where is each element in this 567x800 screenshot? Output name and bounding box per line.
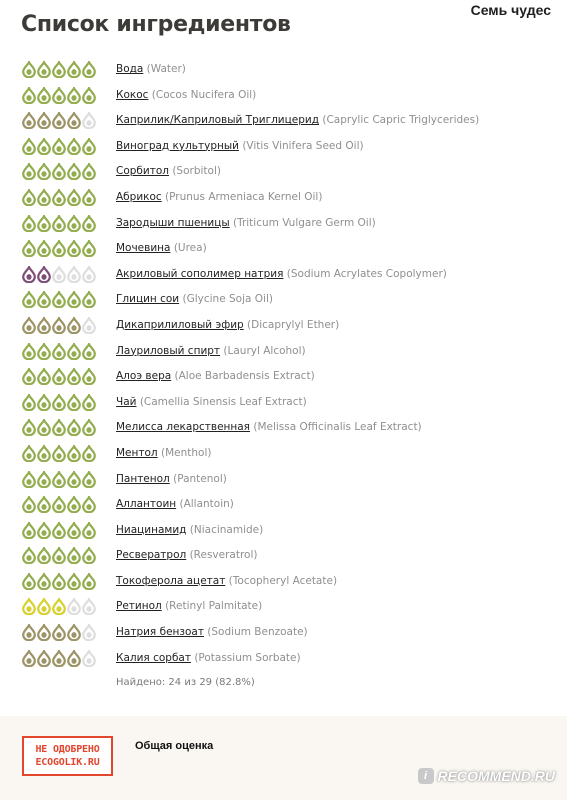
rating-drop-filled-icon bbox=[22, 368, 36, 385]
rating-drop-filled-icon bbox=[22, 522, 36, 539]
ingredient-row bbox=[0, 365, 567, 391]
rating-drop-filled-icon bbox=[67, 317, 81, 334]
ingredient-rating bbox=[22, 445, 96, 463]
rating-drop-filled-icon bbox=[22, 394, 36, 411]
rating-drop-filled-icon bbox=[22, 87, 36, 104]
ingredient-latin-name: (Triticum Vulgare Germ Oil) bbox=[232, 216, 376, 229]
ingredient-rating bbox=[22, 573, 96, 591]
ingredient-name bbox=[116, 575, 337, 587]
rating-drop-filled-icon bbox=[22, 445, 36, 462]
ingredient-rating bbox=[22, 87, 96, 105]
stamp-line-2: ECOGOLIK.RU bbox=[35, 757, 100, 768]
rating-drop-empty-icon bbox=[82, 317, 96, 334]
rating-drop-filled-icon bbox=[37, 317, 51, 334]
rating-drop-filled-icon bbox=[37, 598, 51, 615]
ingredient-link[interactable]: Калия сорбат bbox=[116, 651, 191, 664]
rating-drop-filled-icon bbox=[37, 215, 51, 232]
ingredient-link[interactable]: Чай bbox=[116, 395, 137, 408]
rating-drop-empty-icon bbox=[82, 266, 96, 283]
rating-drop-filled-icon bbox=[37, 419, 51, 436]
ingredient-row bbox=[0, 621, 567, 647]
ingredient-row bbox=[0, 391, 567, 417]
rating-drop-filled-icon bbox=[52, 394, 66, 411]
rating-drop-filled-icon bbox=[37, 189, 51, 206]
ingredient-rating bbox=[22, 522, 96, 540]
rating-drop-filled-icon bbox=[37, 343, 51, 360]
rating-drop-filled-icon bbox=[67, 163, 81, 180]
ingredient-row bbox=[0, 237, 567, 263]
rating-drop-filled-icon bbox=[37, 573, 51, 590]
ingredient-rating bbox=[22, 419, 96, 437]
rating-drop-filled-icon bbox=[67, 650, 81, 667]
ingredient-rating bbox=[22, 189, 96, 207]
ingredient-name bbox=[116, 626, 308, 638]
rating-drop-filled-icon bbox=[82, 138, 96, 155]
rating-drop-filled-icon bbox=[52, 291, 66, 308]
rating-drop-filled-icon bbox=[52, 317, 66, 334]
ingredient-latin-name: (Lauryl Alcohol) bbox=[223, 344, 306, 357]
ingredient-link[interactable]: Глицин сои bbox=[116, 293, 180, 306]
ingredient-rating bbox=[22, 394, 96, 412]
rating-drop-filled-icon bbox=[37, 394, 51, 411]
rating-drop-filled-icon bbox=[52, 368, 66, 385]
ingredient-name bbox=[116, 370, 315, 382]
rating-drop-filled-icon bbox=[37, 112, 51, 129]
rating-drop-filled-icon bbox=[37, 445, 51, 462]
ingredient-latin-name: (Caprylic Capric Triglycerides) bbox=[322, 114, 480, 127]
ingredient-rating bbox=[22, 112, 96, 130]
ingredient-row bbox=[0, 263, 567, 289]
rating-drop-filled-icon bbox=[67, 547, 81, 564]
rating-drop-empty-icon bbox=[67, 598, 81, 615]
ingredient-rating bbox=[22, 61, 96, 79]
ingredient-list bbox=[0, 58, 567, 672]
ingredient-link[interactable]: Вода bbox=[116, 63, 144, 75]
ingredient-row bbox=[0, 570, 567, 596]
ingredient-row bbox=[0, 288, 567, 314]
rating-drop-filled-icon bbox=[52, 650, 66, 667]
rating-drop-filled-icon bbox=[52, 522, 66, 539]
rating-drop-filled-icon bbox=[82, 547, 96, 564]
rating-drop-empty-icon bbox=[82, 598, 96, 615]
rating-drop-filled-icon bbox=[67, 624, 81, 641]
ingredient-name bbox=[116, 652, 301, 664]
rating-drop-filled-icon bbox=[37, 138, 51, 155]
rating-drop-filled-icon bbox=[82, 419, 96, 436]
rating-drop-filled-icon bbox=[37, 87, 51, 104]
ingredient-link[interactable]: Ментол bbox=[116, 446, 158, 459]
rating-drop-filled-icon bbox=[67, 368, 81, 385]
watermark bbox=[418, 768, 555, 784]
ingredient-latin-name: (Melissa Officinalis Leaf Extract) bbox=[253, 421, 422, 434]
rating-drop-filled-icon bbox=[22, 240, 36, 257]
ingredient-rating bbox=[22, 547, 96, 565]
ingredient-name bbox=[116, 242, 207, 254]
watermark-text: RECOMMEND.RU bbox=[437, 768, 555, 784]
ingredient-rating bbox=[22, 598, 96, 616]
ingredient-latin-name: (Prunus Armeniaca Kernel Oil) bbox=[165, 190, 323, 203]
ingredient-link[interactable]: Дикаприлиловый эфир bbox=[116, 318, 244, 331]
ingredient-row bbox=[0, 135, 567, 161]
ingredient-link[interactable]: Сорбитол bbox=[116, 165, 169, 178]
ingredient-link[interactable]: Пантенол bbox=[116, 472, 170, 485]
rating-drop-filled-icon bbox=[52, 343, 66, 360]
ingredient-link[interactable]: Ниацинамид bbox=[116, 523, 187, 536]
rating-drop-filled-icon bbox=[67, 189, 81, 206]
rating-drop-filled-icon bbox=[52, 61, 66, 78]
rating-drop-filled-icon bbox=[22, 547, 36, 564]
ingredient-name bbox=[116, 89, 256, 101]
ingredient-latin-name: (Tocopheryl Acetate) bbox=[228, 574, 338, 587]
ingredient-latin-name: (Cocos Nucifera Oil) bbox=[151, 88, 257, 101]
rating-drop-filled-icon bbox=[22, 624, 36, 641]
rating-drop-filled-icon bbox=[52, 445, 66, 462]
ingredient-rating bbox=[22, 163, 96, 181]
stamp-line-1: НЕ ОДОБРЕНО bbox=[35, 744, 100, 755]
rating-drop-filled-icon bbox=[52, 496, 66, 513]
rating-drop-filled-icon bbox=[67, 240, 81, 257]
rating-drop-filled-icon bbox=[52, 547, 66, 564]
rating-drop-filled-icon bbox=[82, 471, 96, 488]
rating-drop-filled-icon bbox=[22, 61, 36, 78]
ingredient-link[interactable]: Акриловый сополимер натрия bbox=[116, 267, 284, 280]
ingredient-rating bbox=[22, 138, 96, 156]
rating-drop-filled-icon bbox=[52, 419, 66, 436]
rating-drop-filled-icon bbox=[67, 394, 81, 411]
ingredient-row bbox=[0, 493, 567, 519]
rating-drop-filled-icon bbox=[82, 496, 96, 513]
rating-drop-filled-icon bbox=[22, 419, 36, 436]
ingredient-latin-name: (Niacinamide) bbox=[189, 523, 264, 536]
ingredient-link[interactable]: Ретинол bbox=[116, 600, 162, 613]
rating-drop-filled-icon bbox=[52, 138, 66, 155]
ingredient-rating bbox=[22, 471, 96, 489]
rating-drop-filled-icon bbox=[82, 291, 96, 308]
ingredient-name bbox=[116, 600, 262, 612]
brand-name: Семь чудес bbox=[470, 2, 551, 18]
rating-drop-filled-icon bbox=[82, 215, 96, 232]
rating-drop-filled-icon bbox=[22, 112, 36, 129]
ingredient-row bbox=[0, 595, 567, 621]
ingredient-latin-name: (Vitis Vinifera Seed Oil) bbox=[242, 139, 364, 152]
rating-drop-filled-icon bbox=[37, 471, 51, 488]
ingredient-rating bbox=[22, 368, 96, 386]
rating-drop-filled-icon bbox=[22, 471, 36, 488]
ingredient-latin-name: (Dicaprylyl Ether) bbox=[247, 318, 340, 331]
rating-drop-filled-icon bbox=[52, 87, 66, 104]
rating-drop-filled-icon bbox=[82, 445, 96, 462]
ingredient-row bbox=[0, 544, 567, 570]
ingredient-link[interactable]: Ресвератрол bbox=[116, 549, 187, 562]
ingredient-rating bbox=[22, 291, 96, 309]
rating-drop-filled-icon bbox=[67, 61, 81, 78]
ingredient-latin-name: (Water) bbox=[146, 63, 186, 75]
rating-drop-filled-icon bbox=[82, 87, 96, 104]
rating-drop-filled-icon bbox=[37, 547, 51, 564]
ingredient-rating bbox=[22, 496, 96, 514]
ingredient-name bbox=[116, 524, 263, 536]
ingredient-link[interactable]: Натрия бензоат bbox=[116, 626, 204, 639]
ingredient-rating bbox=[22, 240, 96, 258]
rating-drop-filled-icon bbox=[52, 163, 66, 180]
rating-drop-filled-icon bbox=[67, 215, 81, 232]
rating-drop-filled-icon bbox=[22, 343, 36, 360]
page-title: Список ингредиентов bbox=[21, 12, 291, 37]
ingredient-name bbox=[116, 191, 322, 203]
ingredient-name bbox=[116, 396, 307, 408]
rating-drop-empty-icon bbox=[52, 266, 66, 283]
ingredient-link[interactable]: Токоферола ацетат bbox=[116, 574, 226, 587]
rating-drop-filled-icon bbox=[82, 61, 96, 78]
rating-drop-filled-icon bbox=[67, 573, 81, 590]
ingredient-row bbox=[0, 416, 567, 442]
rating-drop-filled-icon bbox=[82, 163, 96, 180]
ingredient-link[interactable]: Зародыши пшеницы bbox=[116, 216, 230, 229]
ingredient-link[interactable]: Лауриловый спирт bbox=[116, 344, 221, 357]
rating-drop-filled-icon bbox=[37, 291, 51, 308]
rating-drop-filled-icon bbox=[22, 496, 36, 513]
ingredient-latin-name: (Sorbitol) bbox=[172, 165, 221, 178]
ingredient-latin-name: (Camellia Sinensis Leaf Extract) bbox=[139, 395, 307, 408]
found-summary: Найдено: 24 из 29 (82.8%) bbox=[116, 677, 255, 688]
rating-drop-filled-icon bbox=[22, 317, 36, 334]
overall-rating-label: Общая оценка bbox=[135, 740, 214, 752]
ingredient-rating bbox=[22, 650, 96, 668]
ingredient-link[interactable]: Мочевина bbox=[116, 242, 171, 255]
rating-drop-filled-icon bbox=[67, 87, 81, 104]
rating-drop-filled-icon bbox=[67, 112, 81, 129]
ingredient-name bbox=[116, 421, 422, 433]
rating-drop-filled-icon bbox=[37, 650, 51, 667]
ingredient-name bbox=[116, 549, 258, 561]
ingredient-name bbox=[116, 63, 186, 75]
ingredient-row bbox=[0, 109, 567, 135]
ingredient-latin-name: (Sodium Acrylates Copolymer) bbox=[286, 267, 447, 280]
rating-drop-filled-icon bbox=[52, 215, 66, 232]
ingredient-rating bbox=[22, 317, 96, 335]
rating-drop-filled-icon bbox=[22, 189, 36, 206]
rating-drop-filled-icon bbox=[37, 266, 51, 283]
rating-drop-filled-icon bbox=[22, 266, 36, 283]
ingredient-name bbox=[116, 447, 211, 459]
rating-drop-filled-icon bbox=[37, 624, 51, 641]
ingredient-latin-name: (Pantenol) bbox=[173, 472, 227, 485]
ingredient-name bbox=[116, 345, 306, 357]
ingredient-latin-name: (Retinyl Palmitate) bbox=[165, 600, 263, 613]
rating-drop-filled-icon bbox=[82, 189, 96, 206]
rating-drop-filled-icon bbox=[37, 522, 51, 539]
ingredient-row bbox=[0, 84, 567, 110]
rating-drop-filled-icon bbox=[37, 61, 51, 78]
ingredient-link[interactable]: Кокос bbox=[116, 88, 149, 101]
ingredient-rating bbox=[22, 266, 96, 284]
rating-drop-filled-icon bbox=[82, 240, 96, 257]
rating-drop-filled-icon bbox=[52, 240, 66, 257]
ingredient-name bbox=[116, 140, 364, 152]
ingredient-rating bbox=[22, 215, 96, 233]
ingredient-latin-name: (Allantoin) bbox=[179, 498, 234, 511]
ingredient-name bbox=[116, 293, 273, 305]
rating-drop-filled-icon bbox=[22, 598, 36, 615]
ingredient-name bbox=[116, 319, 339, 331]
rating-drop-empty-icon bbox=[82, 650, 96, 667]
ingredient-name bbox=[116, 114, 479, 126]
rating-drop-filled-icon bbox=[22, 291, 36, 308]
rating-drop-filled-icon bbox=[37, 368, 51, 385]
ingredient-name bbox=[116, 268, 447, 280]
ingredient-link[interactable]: Алоэ вера bbox=[116, 370, 172, 383]
rating-drop-filled-icon bbox=[52, 624, 66, 641]
rating-drop-filled-icon bbox=[67, 471, 81, 488]
rating-drop-filled-icon bbox=[52, 112, 66, 129]
rating-drop-filled-icon bbox=[67, 496, 81, 513]
rating-drop-filled-icon bbox=[22, 163, 36, 180]
rating-drop-filled-icon bbox=[67, 138, 81, 155]
ingredient-link[interactable]: Каприлик/Каприловый Триглицерид bbox=[116, 114, 319, 127]
ingredient-row bbox=[0, 186, 567, 212]
rating-drop-filled-icon bbox=[82, 368, 96, 385]
rating-drop-filled-icon bbox=[22, 138, 36, 155]
ingredient-link[interactable]: Аллантоин bbox=[116, 498, 177, 511]
ingredient-latin-name: (Aloe Barbadensis Extract) bbox=[174, 370, 315, 383]
ingredient-row bbox=[0, 314, 567, 340]
rating-drop-filled-icon bbox=[52, 598, 66, 615]
ingredient-name bbox=[116, 498, 234, 510]
rating-drop-empty-icon bbox=[82, 112, 96, 129]
rating-drop-filled-icon bbox=[52, 471, 66, 488]
ingredient-row bbox=[0, 442, 567, 468]
rating-drop-filled-icon bbox=[67, 445, 81, 462]
ingredient-latin-name: (Sodium Benzoate) bbox=[207, 626, 308, 639]
rating-drop-filled-icon bbox=[22, 650, 36, 667]
rating-drop-empty-icon bbox=[67, 266, 81, 283]
rating-drop-filled-icon bbox=[37, 496, 51, 513]
rating-drop-filled-icon bbox=[67, 291, 81, 308]
ingredient-row bbox=[0, 160, 567, 186]
rating-drop-filled-icon bbox=[82, 394, 96, 411]
rating-drop-filled-icon bbox=[22, 573, 36, 590]
ingredient-rating bbox=[22, 624, 96, 642]
rating-drop-empty-icon bbox=[82, 624, 96, 641]
rating-drop-filled-icon bbox=[37, 163, 51, 180]
ingredient-latin-name: (Resveratrol) bbox=[189, 549, 258, 562]
rating-drop-filled-icon bbox=[82, 343, 96, 360]
ingredient-link[interactable]: Мелисса лекарственная bbox=[116, 421, 251, 434]
ingredient-link[interactable]: Виноград культурный bbox=[116, 139, 239, 152]
ingredient-row bbox=[0, 647, 567, 673]
ingredient-row bbox=[0, 519, 567, 545]
ingredient-latin-name: (Potassium Sorbate) bbox=[194, 651, 301, 664]
recommend-logo-icon: i bbox=[418, 768, 434, 784]
ingredient-name bbox=[116, 165, 221, 177]
rating-drop-filled-icon bbox=[82, 573, 96, 590]
rating-drop-filled-icon bbox=[52, 189, 66, 206]
ingredient-row bbox=[0, 212, 567, 238]
not-approved-stamp bbox=[22, 736, 113, 776]
ingredient-row bbox=[0, 340, 567, 366]
ingredient-name bbox=[116, 217, 376, 229]
ingredient-latin-name: (Menthol) bbox=[160, 446, 212, 459]
ingredient-rating bbox=[22, 343, 96, 361]
ingredient-latin-name: (Glycine Soja Oil) bbox=[182, 293, 273, 306]
ingredient-latin-name: (Urea) bbox=[173, 242, 207, 255]
rating-drop-filled-icon bbox=[22, 215, 36, 232]
rating-drop-filled-icon bbox=[67, 343, 81, 360]
ingredient-name bbox=[116, 473, 227, 485]
ingredient-link[interactable]: Абрикос bbox=[116, 190, 162, 203]
rating-drop-filled-icon bbox=[67, 419, 81, 436]
rating-drop-filled-icon bbox=[67, 522, 81, 539]
rating-drop-filled-icon bbox=[52, 573, 66, 590]
ingredient-row bbox=[0, 58, 567, 84]
rating-drop-filled-icon bbox=[37, 240, 51, 257]
rating-drop-filled-icon bbox=[82, 522, 96, 539]
footer-panel bbox=[0, 716, 567, 800]
ingredient-row bbox=[0, 468, 567, 494]
